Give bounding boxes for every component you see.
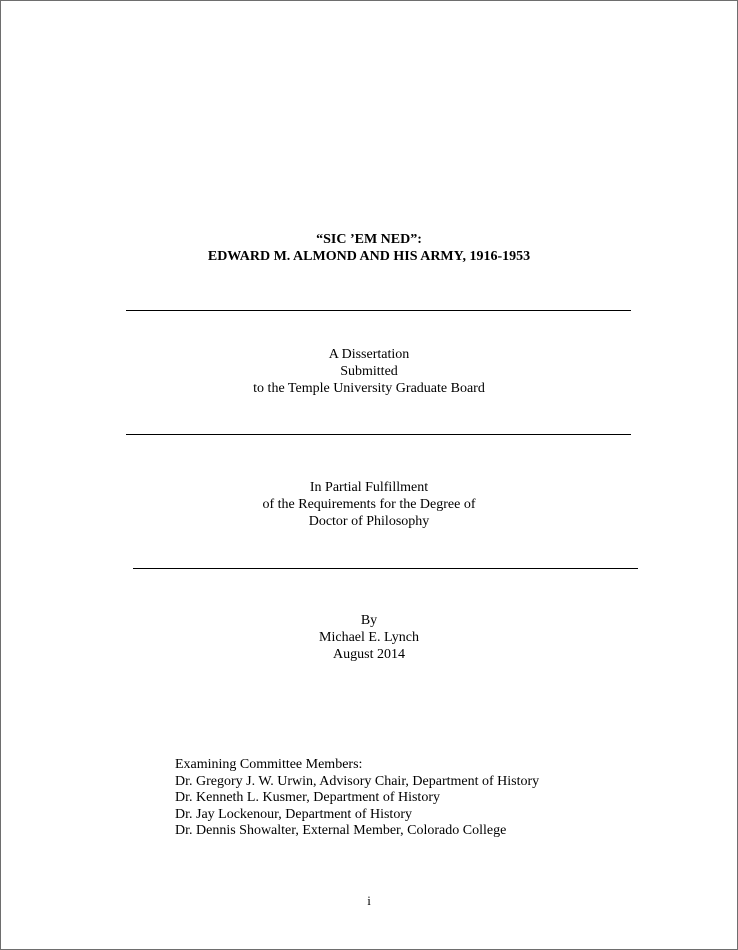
submission-date: August 2014 xyxy=(333,647,405,662)
submission-line: to the Temple University Graduate Board xyxy=(253,381,485,396)
author-block xyxy=(1,612,737,663)
degree-line: of the Requirements for the Degree of xyxy=(262,497,476,512)
title-line-2: EDWARD M. ALMOND AND HIS ARMY, 1916-1953 xyxy=(207,249,531,264)
committee-member: Dr. Jay Lockenour, Department of History xyxy=(175,806,412,822)
submission-line: A Dissertation xyxy=(328,347,410,362)
horizontal-rule xyxy=(133,568,638,569)
author-name: Michael E. Lynch xyxy=(319,630,419,645)
horizontal-rule xyxy=(126,310,631,311)
by-label: By xyxy=(360,613,378,628)
committee-list xyxy=(175,757,539,840)
degree-line: In Partial Fulfillment xyxy=(309,480,429,495)
submission-line: Submitted xyxy=(340,364,398,379)
degree-line: Doctor of Philosophy xyxy=(308,514,430,529)
committee-member: Dr. Dennis Showalter, External Member, Colorado College xyxy=(175,823,507,839)
horizontal-rule xyxy=(126,434,631,435)
title-line-1: “SIC ’EM NED”: xyxy=(316,232,422,247)
dissertation-title xyxy=(1,231,737,265)
committee-heading: Examining Committee Members: xyxy=(175,757,363,772)
submission-statement xyxy=(1,346,737,397)
committee-member: Dr. Gregory J. W. Urwin, Advisory Chair, Department of History xyxy=(175,773,540,789)
committee-member: Dr. Kenneth L. Kusmer, Department of History xyxy=(175,790,440,806)
degree-statement xyxy=(1,479,737,530)
page-number: i xyxy=(367,893,371,908)
